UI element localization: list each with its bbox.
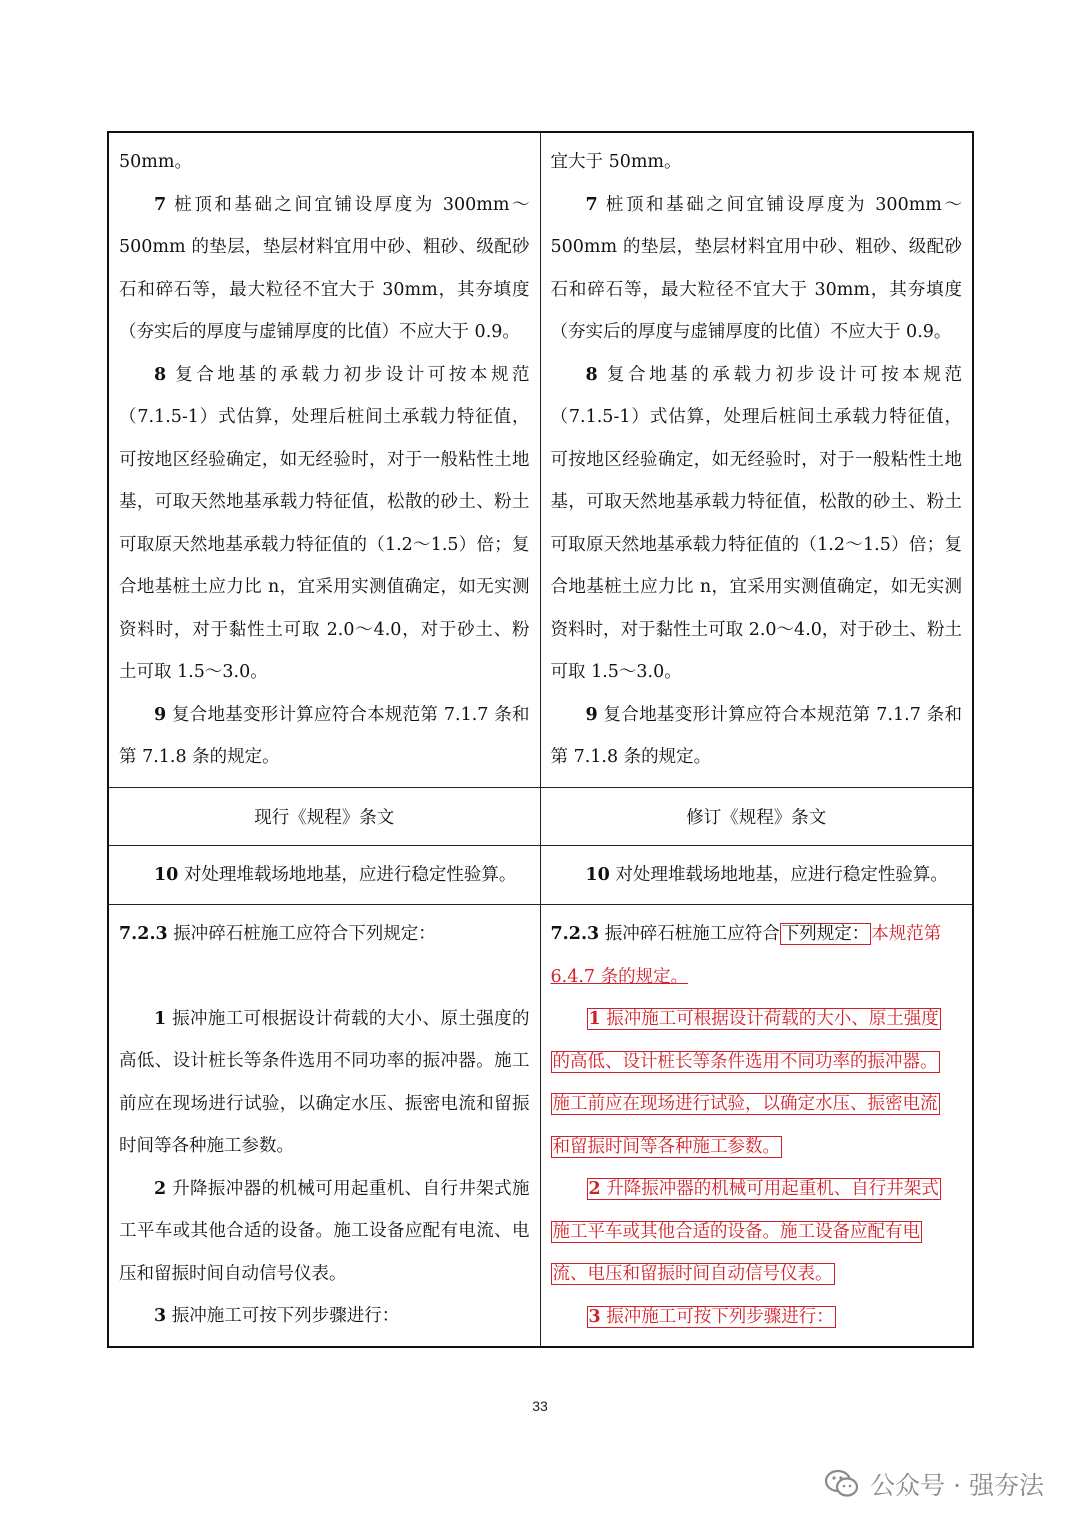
clause-item-9: 9 复合地基变形计算应符合本规范第 7.1.7 条和第 7.1.8 条的规定。 xyxy=(119,704,530,767)
page-number: 33 xyxy=(532,1398,548,1414)
clause-item-2: 2 升降振冲器的机械可用起重机、自行井架式施工平车或其他合适的设备。施工设备应配有电流、电压和留振时间自动信号仪表。 xyxy=(119,1178,530,1284)
deleted-item-2: 2 升降振冲器的机械可用起重机、自行井架式 xyxy=(588,1179,939,1199)
wechat-icon xyxy=(824,1469,860,1499)
clause-item-7: 7 桩顶和基础之间宜铺设厚度为 300mm～500mm 的垫层，垫层材料宜用中砂、粗砂、级配砂石和碎石等，最大粒径不宜大于 30mm，其夯填度（夯实后的厚度与虚铺厚度的比值）不应大于 0.9。 xyxy=(550,194,962,342)
deleted-item-1: 1 振冲施工可根据设计荷载的大小、原土强度 xyxy=(588,1009,939,1029)
clause-item-3: 3 振冲施工可按下列步骤进行： xyxy=(154,1306,400,1326)
watermark xyxy=(824,1466,1044,1502)
table-row xyxy=(109,904,972,1346)
table-row xyxy=(109,133,972,787)
clause-item-9: 9 复合地基变形计算应符合本规范第 7.1.7 条和第 7.1.8 条的规定。 xyxy=(550,704,962,767)
revised-clause-cell xyxy=(541,905,973,1346)
deleted-line: 施工平车或其他合适的设备。施工设备应配有电 xyxy=(552,1221,920,1242)
header-current: 现行《规程》条文 xyxy=(109,788,541,845)
clause-heading: 7.2.3 振冲碎石桩施工应符合下列规定： xyxy=(119,924,436,944)
clause-item-10: 10 对处理堆载场地地基，应进行稳定性验算。 xyxy=(585,864,948,885)
current-clause-cell xyxy=(109,905,541,1346)
clause-item-1: 1 振冲施工可根据设计荷载的大小、原土强度的高低、设计桩长等条件选用不同功率的振冲器。施工前应在现场进行试验，以确定水压、振密电流和留振时间等各种施工参数。 xyxy=(119,1008,530,1156)
current-clause-cell xyxy=(109,133,541,787)
deleted-line: 施工前应在现场进行试验，以确定水压、振密电流 xyxy=(552,1094,938,1114)
clause-heading: 7.2.3 振冲碎石桩施工应符合 下列规定： 本规范第 6.4.7 条的规定。 xyxy=(550,924,942,987)
table-header-row xyxy=(109,787,972,845)
clause-item-8: 8 复合地基的承载力初步设计可按本规范（7.1.5-1）式估算，处理后桩间土承载力特征值，可按地区经验确定，如无经验时，对于一般粘性土地基，可取天然地基承载力特征值，松散的砂土、粉土可取原天然地基承载力特征值的（1.2～1.5）倍；复合地基桩土应力比 n，宜采用实测值确定，如无实测资料时，对于黏性土可取 2.0～4.0，对于砂土、粉土可取 1.5～3.0。 xyxy=(119,364,530,682)
comparison-table xyxy=(107,131,974,1348)
current-clause-cell xyxy=(109,846,541,905)
header-revised: 修订《规程》条文 xyxy=(686,807,827,828)
revised-clause-cell xyxy=(541,846,973,905)
clause-text: 50mm。 xyxy=(119,152,192,172)
revised-clause-cell xyxy=(541,133,973,787)
watermark-text: 公众号 · 强夯法 xyxy=(870,1471,1044,1500)
deleted-line: 流、电压和留振时间自动信号仪表。 xyxy=(552,1264,833,1284)
clause-item-7: 7 桩顶和基础之间宜铺设厚度为 300mm～500mm 的垫层，垫层材料宜用中砂、粗砂、级配砂石和碎石等，最大粒径不宜大于 30mm，其夯填度（夯实后的厚度与虚铺厚度的比值）不应大于 0.9。 xyxy=(119,194,530,342)
deleted-line: 的高低、设计桩长等条件选用不同功率的振冲器。 xyxy=(552,1051,938,1072)
inserted-text: 6.4.7 条的规定。 xyxy=(550,966,689,987)
table-row xyxy=(109,845,972,905)
deleted-line: 和留振时间等各种施工参数。 xyxy=(552,1136,780,1157)
clause-item-10: 10 对处理堆载场地地基，应进行稳定性验算。 xyxy=(154,864,517,885)
clause-text: 宜大于 50mm。 xyxy=(550,152,682,172)
deleted-text-box: 下列规定： xyxy=(781,924,870,944)
inserted-text: 本规范第 xyxy=(871,924,942,944)
deleted-item-3: 3 振冲施工可按下列步骤进行： xyxy=(588,1306,834,1327)
clause-item-8: 8 复合地基的承载力初步设计可按本规范（7.1.5-1）式估算，处理后桩间土承载力特征值，可按地区经验确定，如无经验时，对于一般粘性土地基，可取天然地基承载力特征值，松散的砂土、粉土可取原天然地基承载力特征值的（1.2～1.5）倍；复合地基桩土应力比 n，宜采用实测值确定，如无实测资料时，对于黏性土可取 2.0～4.0，对于砂土、粉土可取 1.5～3.0。 xyxy=(550,364,962,682)
